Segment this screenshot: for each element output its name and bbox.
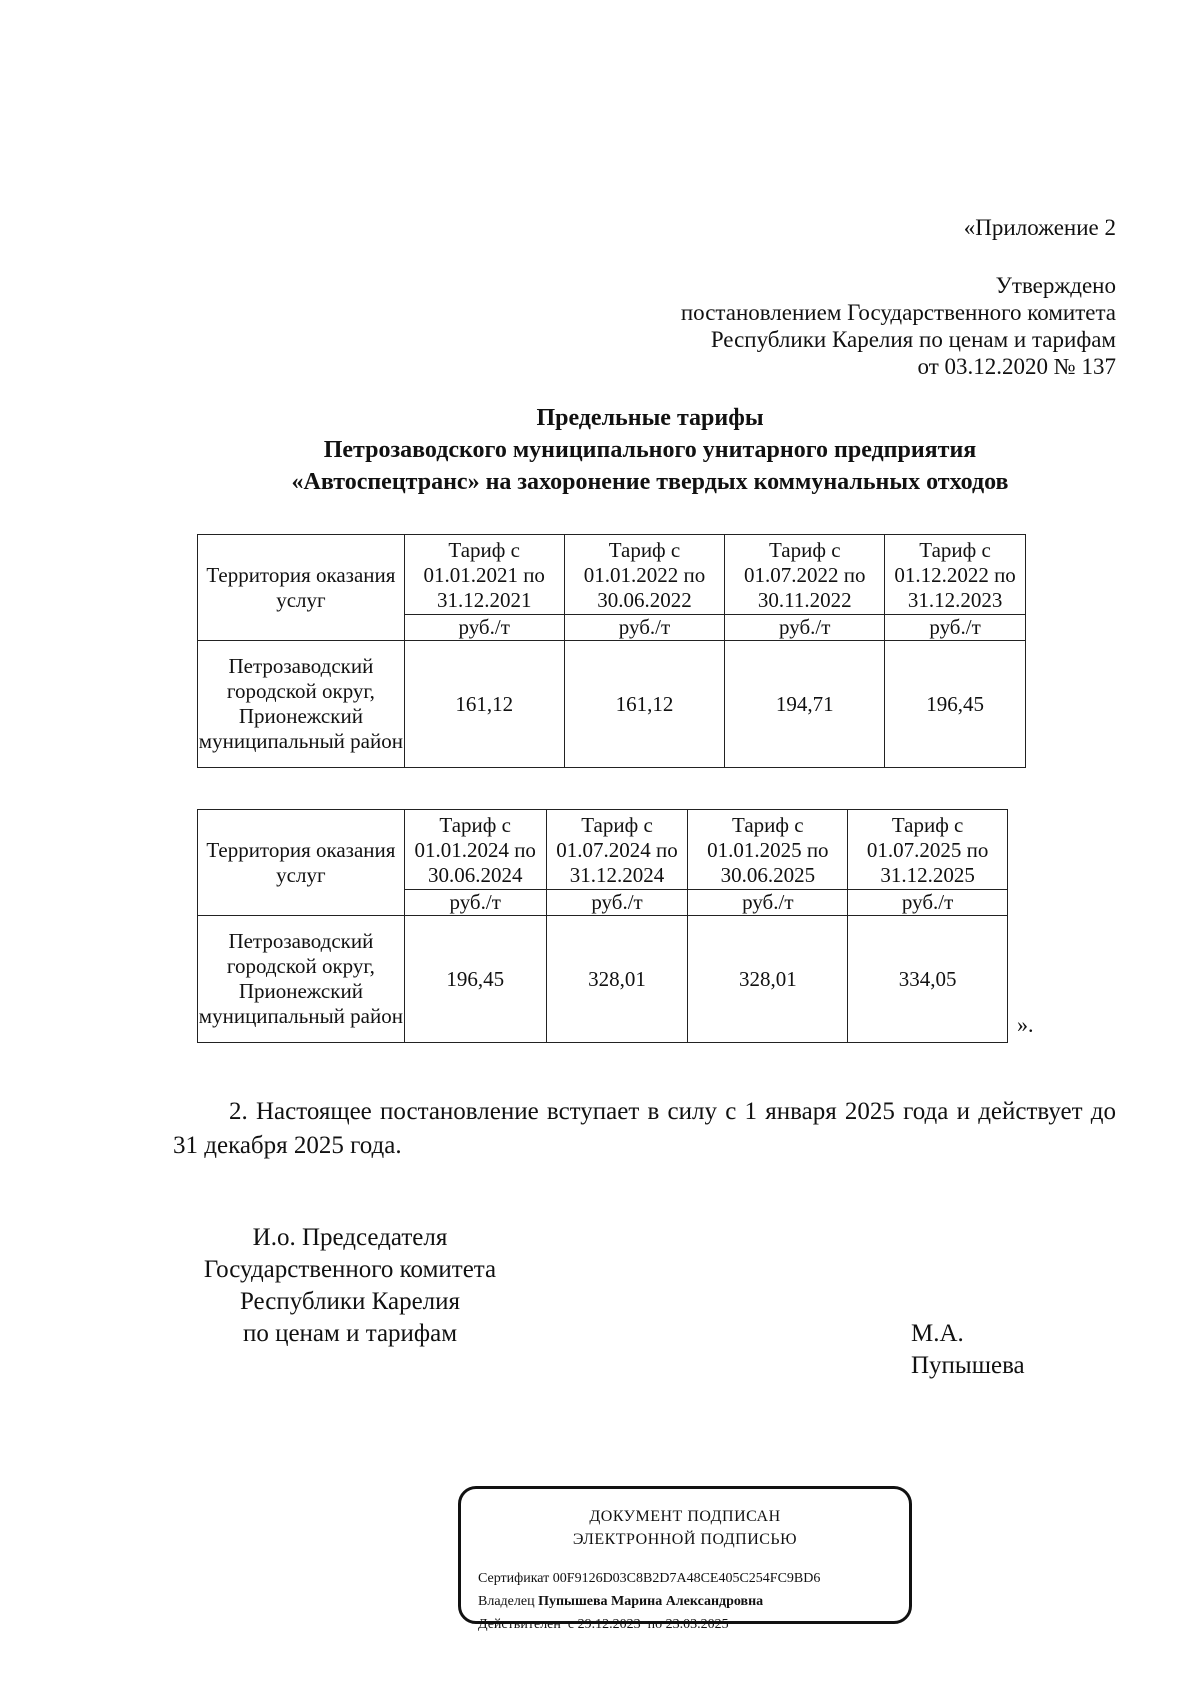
title-line: «Автоспецтранс» на захоронение твердых коммунальных отходов: [291, 469, 1009, 495]
approval-line: от 03.12.2020 № 137: [917, 354, 1116, 379]
territory-cell: Петрозаводский городской округ, Прионежский муниципальный район: [198, 916, 405, 1043]
tariff-value: 196,45: [404, 916, 546, 1043]
document-title: [175, 402, 1125, 498]
stamp-owner-line: [478, 1590, 820, 1613]
owner-name: Пупышева Марина Александровна: [538, 1594, 764, 1609]
tariff-value: 328,01: [688, 916, 848, 1043]
signer-position: [180, 1222, 520, 1350]
unit-cell: руб./т: [885, 615, 1026, 641]
stamp-validity-line: [478, 1613, 820, 1636]
tariff-value: 194,71: [725, 641, 885, 768]
tariff-value: 328,01: [546, 916, 688, 1043]
stamp-title-line: ДОКУМЕНТ ПОДПИСАН: [589, 1508, 781, 1525]
valid-label: Действителен: [478, 1617, 561, 1632]
unit-cell: руб./т: [848, 890, 1008, 916]
signer-position-line: по ценам и тарифам: [242, 1320, 458, 1347]
approval-line: постановлением Государственного комитета: [680, 300, 1116, 325]
title-line: Петрозаводского муниципального унитарного предприятия: [323, 437, 977, 463]
paragraph-text: 2. Настоящее постановление вступает в силу с 1 января 2025 года и действует до 31 декабря 2025 года.: [173, 1098, 1116, 1159]
tariff-value: 334,05: [848, 916, 1008, 1043]
signer-name: [911, 1318, 1025, 1382]
unit-cell: руб./т: [564, 615, 725, 641]
appendix-label: «Приложение 2: [963, 215, 1116, 240]
owner-label: Владелец: [478, 1594, 535, 1609]
stamp-certificate-line: [478, 1567, 820, 1590]
signer-position-line: Государственного комитета: [203, 1256, 497, 1283]
unit-cell: руб./т: [546, 890, 688, 916]
tariff-value: 161,12: [564, 641, 725, 768]
valid-to-date: 23.03.2025: [665, 1617, 729, 1632]
stamp-title-line: ЭЛЕКТРОННОЙ ПОДПИСЬЮ: [572, 1531, 798, 1548]
period-header: Тариф с 01.01.2022 по 30.06.2022: [564, 535, 725, 615]
signer-position-line: И.о. Председателя: [252, 1224, 448, 1251]
unit-cell: руб./т: [688, 890, 848, 916]
period-header: Тариф с 01.07.2024 по 31.12.2024: [546, 810, 688, 890]
period-header: Тариф с 01.07.2025 по 31.12.2025: [848, 810, 1008, 890]
tariff-table-2: [197, 809, 1008, 1043]
title-line: Предельные тарифы: [536, 405, 764, 431]
closing-quote: ».: [1017, 1012, 1034, 1037]
electronic-signature-stamp: [458, 1486, 912, 1632]
tariff-value: 161,12: [404, 641, 564, 768]
stamp-details: [478, 1567, 820, 1636]
stamp-title: [461, 1505, 909, 1551]
unit-cell: руб./т: [404, 615, 564, 641]
approval-block: [681, 272, 1116, 380]
approval-line: Утверждено: [995, 273, 1116, 298]
period-header: Тариф с 01.01.2025 по 30.06.2025: [688, 810, 848, 890]
signer-position-line: Республики Карелия: [239, 1288, 461, 1315]
tariff-value: 196,45: [885, 641, 1026, 768]
approval-line: Республики Карелия по ценам и тарифам: [710, 327, 1116, 352]
territory-header: Территория оказания услуг: [198, 535, 405, 641]
valid-from-prefix: с: [567, 1617, 575, 1632]
valid-to-prefix: по: [647, 1617, 663, 1632]
tariff-table-1: [197, 534, 1026, 768]
certificate-label: Сертификат: [478, 1571, 550, 1586]
territory-cell: Петрозаводский городской округ, Прионежский муниципальный район: [198, 641, 405, 768]
effective-date-paragraph: [173, 1095, 1116, 1163]
unit-cell: руб./т: [404, 890, 546, 916]
valid-from-date: 29.12.2023: [577, 1617, 641, 1632]
period-header: Тариф с 01.01.2021 по 31.12.2021: [404, 535, 564, 615]
signer-surname: Пупышева: [911, 1352, 1025, 1379]
territory-header: Территория оказания услуг: [198, 810, 405, 916]
certificate-number: 00F9126D03C8B2D7A48CE405C254FC9BD6: [552, 1571, 821, 1586]
unit-cell: руб./т: [725, 615, 885, 641]
signer-initials: М.А.: [911, 1320, 964, 1347]
period-header: Тариф с 01.12.2022 по 31.12.2023: [885, 535, 1026, 615]
period-header: Тариф с 01.07.2022 по 30.11.2022: [725, 535, 885, 615]
period-header: Тариф с 01.01.2024 по 30.06.2024: [404, 810, 546, 890]
